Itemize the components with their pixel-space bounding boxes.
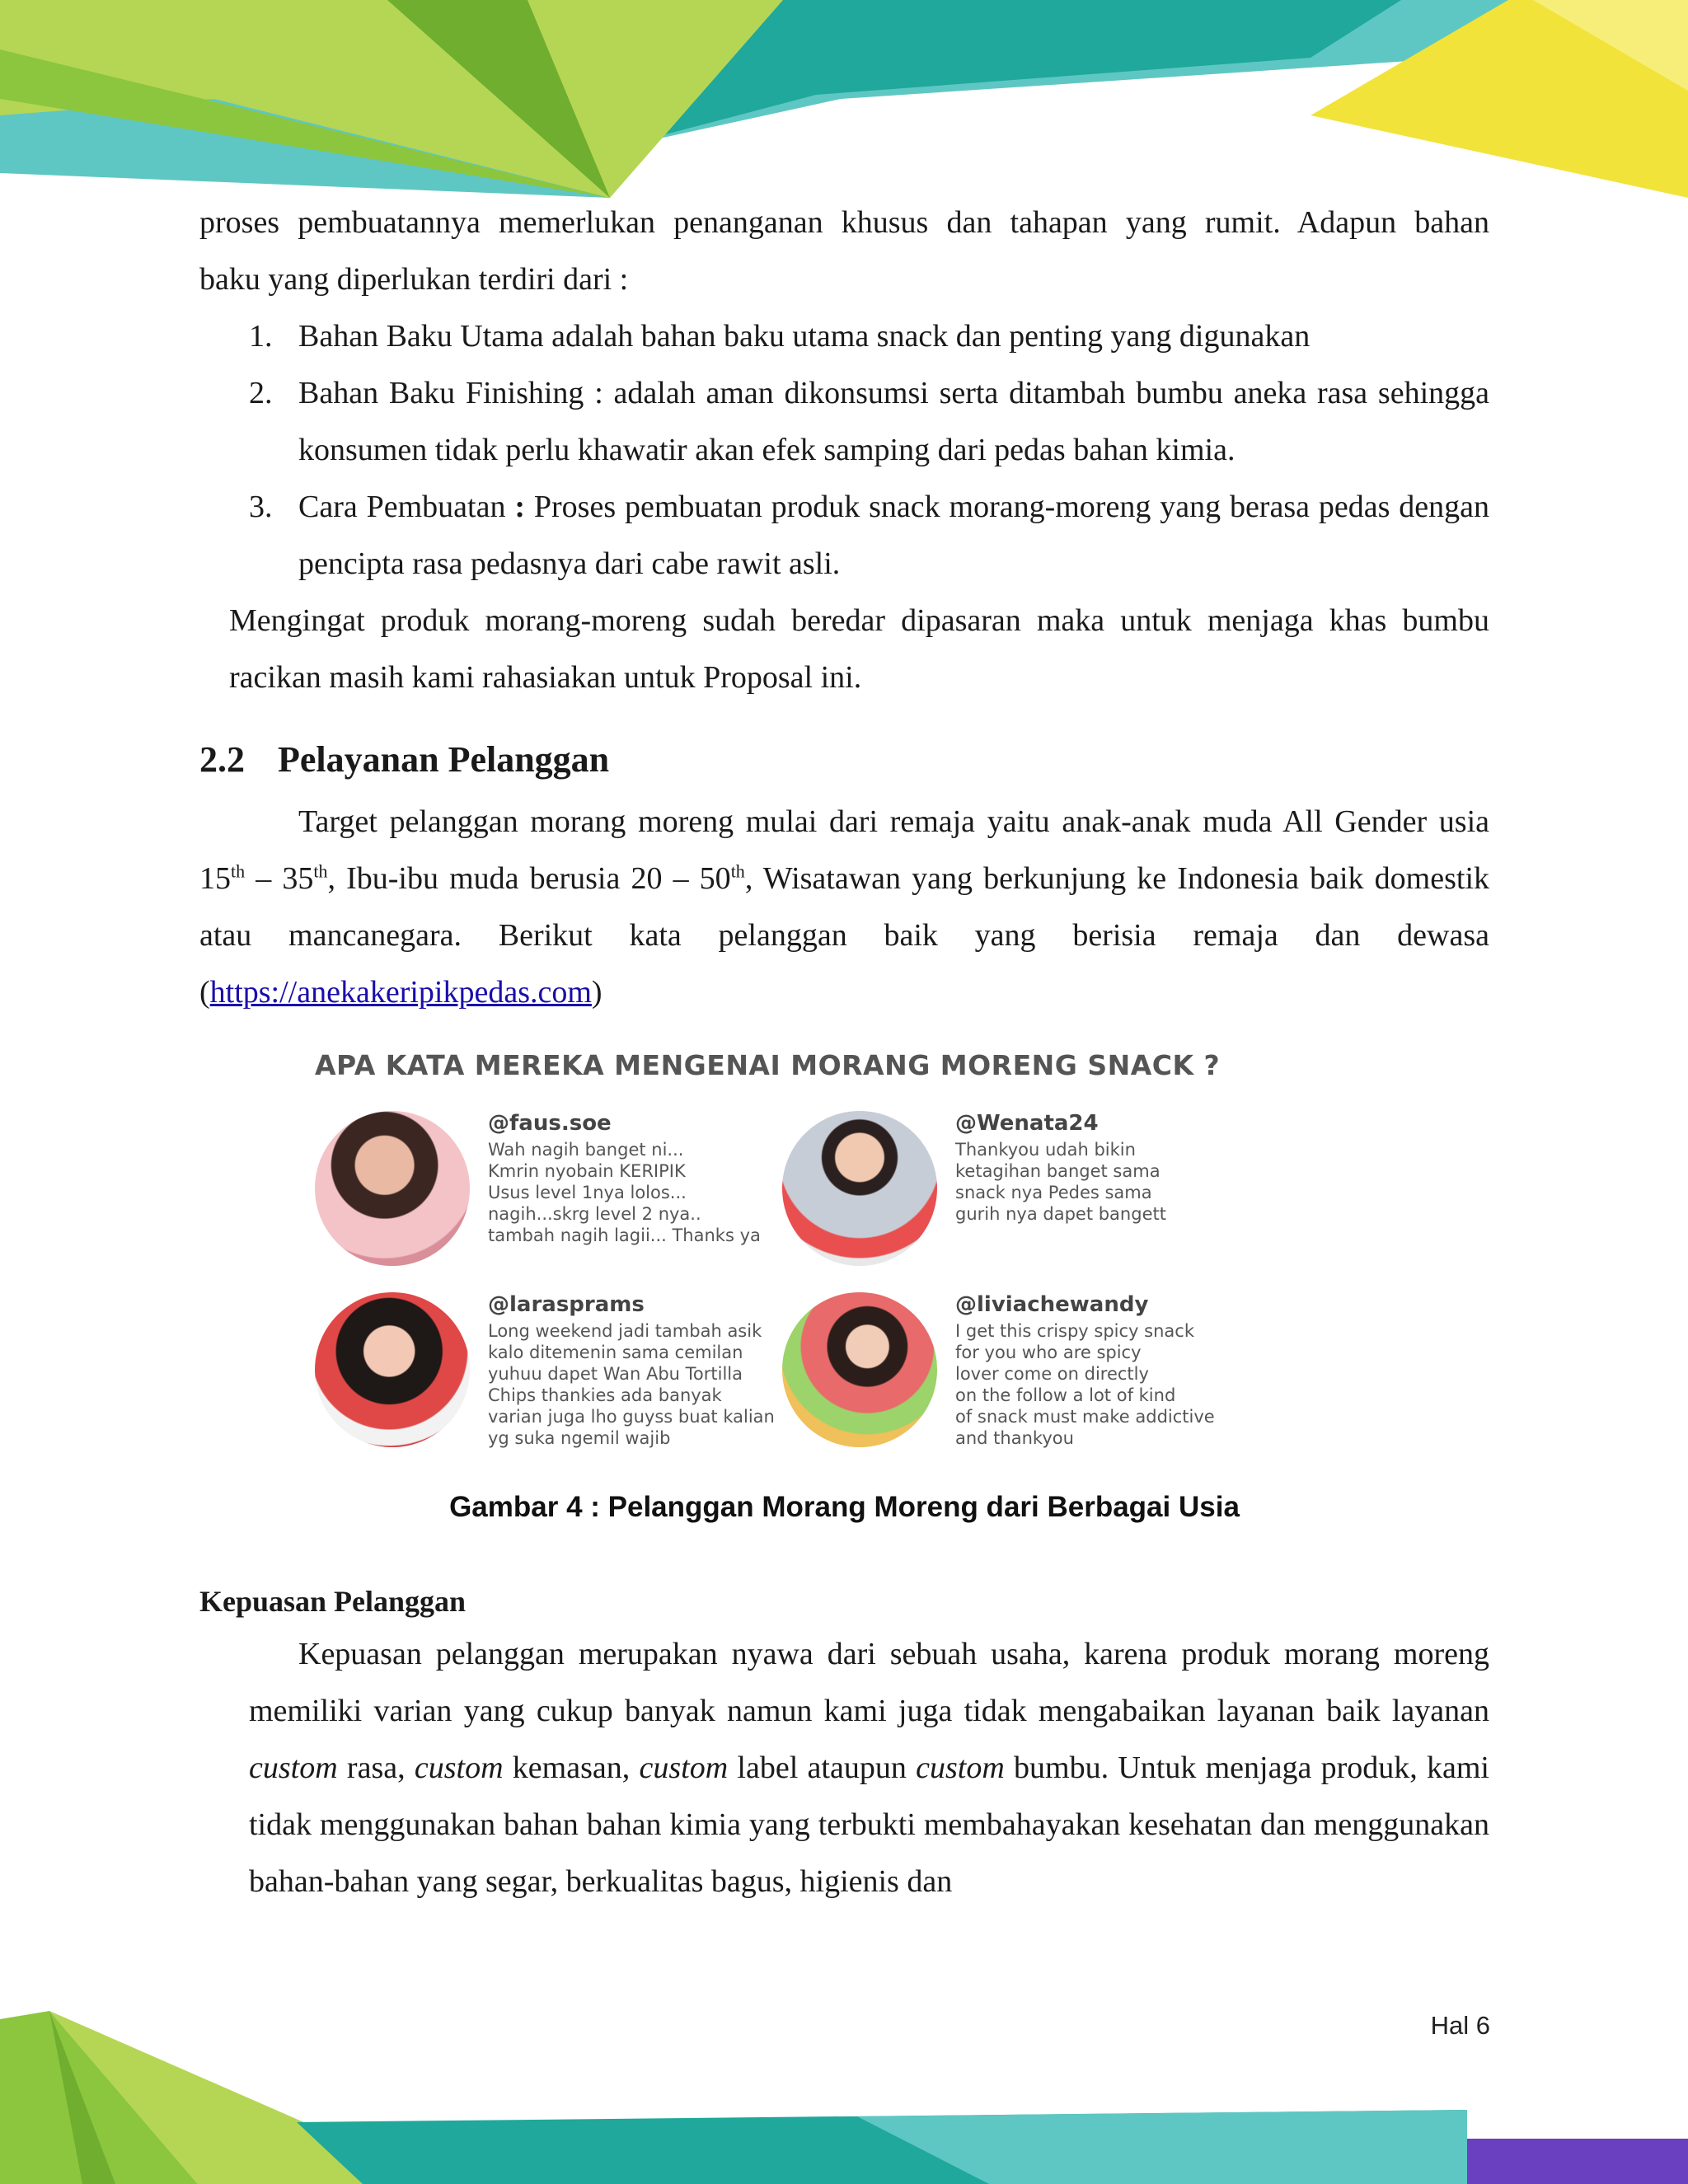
comment-line: gurih nya dapet bangett (955, 1204, 1166, 1224)
page-number: Hal 6 (1430, 2011, 1490, 2040)
testimonial-handle: @larasprams (488, 1292, 645, 1317)
testimonial-card (315, 1111, 776, 1276)
comment-line: on the follow a lot of kind (955, 1385, 1176, 1405)
materials-list (199, 308, 1489, 593)
testimonial-handle: @liviachewandy (955, 1292, 1149, 1317)
comment-line: of snack must make addictive (955, 1407, 1215, 1427)
superscript: th (231, 860, 246, 882)
target-paragraph (199, 794, 1489, 1021)
satisfaction-text-2: rasa, (337, 1750, 415, 1785)
comment-line: ketagihan banget sama (955, 1161, 1160, 1181)
satisfaction-text-4: label ataupun (728, 1750, 917, 1785)
intro-line-1: proses pembuatannya memerlukan penanganan khusus dan tahapan yang rumit. Adapun bahan (199, 205, 1489, 240)
comment-line: nagih...skrg level 2 nya.. (488, 1204, 701, 1224)
testimonial-image (315, 1024, 1246, 1486)
custom-term: custom (639, 1750, 729, 1785)
custom-term: custom (249, 1750, 338, 1785)
testimonial-comment (488, 1139, 801, 1246)
comment-line: lover come on directly (955, 1364, 1149, 1384)
comment-line: varian juga lho guyss buat kalian (488, 1407, 775, 1427)
list-item-label: Cara Pembuatan (298, 490, 515, 524)
testimonial-comment (488, 1320, 801, 1449)
satisfaction-paragraph (199, 1626, 1489, 1910)
subheading-satisfaction: Kepuasan Pelanggan (199, 1585, 467, 1618)
satisfaction-text-3: kemasan, (503, 1750, 640, 1785)
list-item-colon: : (514, 490, 525, 524)
figure-title: APA KATA MEREKA MENGENAI MORANG MORENG SNACK ? (315, 1049, 1221, 1081)
custom-term: custom (414, 1750, 504, 1785)
target-text-1: Target pelanggan morang moreng mulai dari remaja yaitu anak-anak muda All Gender usia 15 (199, 804, 1489, 896)
testimonial-handle: @Wenata24 (955, 1111, 1099, 1136)
comment-line: Kmrin nyobain KERIPIK (488, 1161, 686, 1181)
comment-line: snack nya Pedes sama (955, 1183, 1152, 1202)
comment-line: yuhuu dapet Wan Abu Tortilla (488, 1364, 743, 1384)
comment-line: kalo ditemenin sama cemilan (488, 1343, 743, 1362)
satisfaction-text-5: bumbu. Untuk menjaga produk, kami tidak menggunakan bahan bahan kimia yang terbukti membahayakan kesehatan dan menggunakan bahan-bahan yang segar, berkualitas bagus, higienis dan (249, 1750, 1489, 1899)
target-text-5: ) (591, 975, 603, 1010)
avatar (782, 1292, 937, 1447)
comment-line: Usus level 1nya lolos... (488, 1183, 687, 1202)
section-number: 2.2 (199, 739, 245, 780)
comment-line: and thankyou (955, 1428, 1074, 1448)
target-text-3: , Ibu-ibu muda berusia 20 – 50 (327, 861, 731, 896)
list-item-text: Proses pembuatan produk snack morang-moreng yang berasa pedas dengan pencipta rasa pedasnya dari cabe rawit asli. (298, 490, 1489, 581)
list-item (199, 365, 1489, 479)
comment-line: Chips thankies ada banyak (488, 1385, 722, 1405)
list-item-number: 1. (249, 319, 273, 354)
comment-line: for you who are spicy (955, 1343, 1142, 1362)
closing-paragraph: Mengingat produk morang-moreng sudah beredar dipasaran maka untuk menjaga khas bumbu racikan masih kami rahasiakan untuk Proposal ini. (229, 603, 1489, 695)
comment-line: Wah nagih banget ni... (488, 1140, 684, 1160)
comment-line: Long weekend jadi tambah asik (488, 1321, 762, 1341)
target-text-4: , Wisatawan yang berkunjung ke Indonesia baik domestik atau mancanegara. Berikut kata pelanggan baik yang berisia remaja dan dewasa ( (199, 861, 1489, 1010)
superscript: th (730, 860, 745, 882)
website-link[interactable]: https://anekakeripikpedas.com (209, 975, 592, 1010)
section-heading (199, 731, 1489, 789)
testimonial-comment (955, 1320, 1268, 1449)
list-item-text: Bahan Baku Finishing : adalah aman dikonsumsi serta ditambah bumbu aneka rasa sehingga konsumen tidak perlu khawatir akan efek samping dari pedas bahan kimia. (298, 376, 1489, 467)
list-item-text: Bahan Baku Utama adalah bahan baku utama snack dan penting yang digunakan (298, 319, 1311, 354)
testimonial-comment (955, 1139, 1268, 1225)
testimonial-card (315, 1292, 776, 1457)
content-column (199, 194, 1489, 1910)
figure-caption: Gambar 4 : Pelanggan Morang Moreng dari Berbagai Usia (449, 1491, 1240, 1523)
list-item (199, 479, 1489, 593)
comment-line: yg suka ngemil wajib (488, 1428, 671, 1448)
testimonial-card (782, 1292, 1244, 1457)
comment-line: I get this crispy spicy snack (955, 1321, 1194, 1341)
avatar (782, 1111, 937, 1266)
target-text-2: – 35 (245, 861, 314, 896)
comment-line: tambah nagih lagii... Thanks ya (488, 1226, 761, 1245)
custom-term: custom (916, 1750, 1005, 1785)
satisfaction-text-1: Kepuasan pelanggan merupakan nyawa dari sebuah usaha, karena produk morang moreng memiliki varian yang cukup banyak namun kami juga tidak mengabaikan layanan baik layanan (249, 1637, 1489, 1728)
section-title: Pelayanan Pelanggan (278, 739, 610, 780)
superscript: th (313, 860, 328, 882)
avatar (315, 1111, 470, 1266)
list-item-number: 2. (249, 376, 273, 410)
list-item-number: 3. (249, 490, 273, 524)
intro-line-2: baku yang diperlukan terdiri dari : (199, 262, 629, 297)
testimonial-card (782, 1111, 1244, 1276)
avatar (315, 1292, 470, 1447)
footer-purple-block (1467, 2139, 1688, 2184)
testimonial-figure (199, 1024, 1489, 1523)
comment-line: Thankyou udah bikin (955, 1140, 1136, 1160)
list-item (199, 308, 1489, 365)
testimonial-handle: @faus.soe (488, 1111, 612, 1136)
